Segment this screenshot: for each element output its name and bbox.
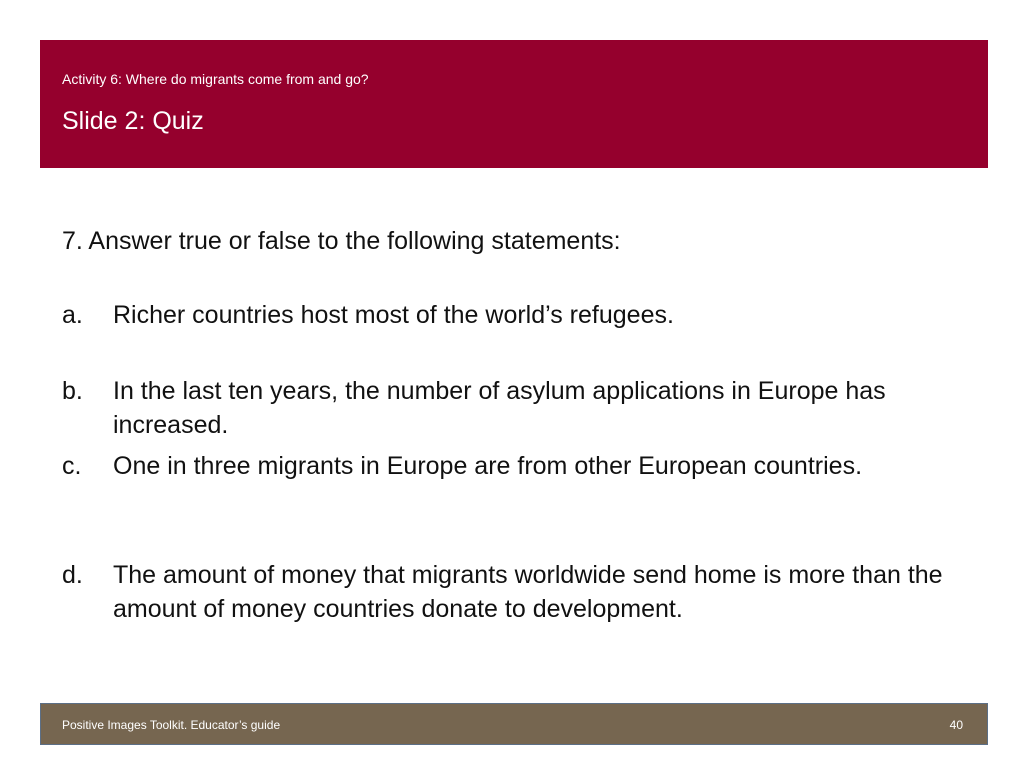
item-letter: a.	[62, 301, 83, 329]
item-text: In the last ten years, the number of asylum applications in Europe has increased.	[113, 377, 886, 439]
item-letter: b.	[62, 377, 83, 405]
slide-header	[40, 40, 988, 168]
page-number: 40	[949, 718, 963, 732]
slide-footer	[40, 703, 988, 745]
footer-source: Positive Images Toolkit. Educator’s guide	[62, 718, 281, 732]
item-text: The amount of money that migrants worldwide send home is more than the amount of money countries donate to development.	[113, 561, 943, 623]
item-letter: c.	[62, 452, 82, 480]
item-text: One in three migrants in Europe are from other European countries.	[113, 452, 863, 480]
question-intro: 7. Answer true or false to the following statements:	[62, 227, 621, 255]
slide-title: Slide 2: Quiz	[62, 107, 204, 135]
activity-subtitle: Activity 6: Where do migrants come from and go?	[62, 71, 369, 87]
item-text: Richer countries host most of the world’s refugees.	[113, 301, 674, 329]
item-letter: d.	[62, 561, 83, 589]
